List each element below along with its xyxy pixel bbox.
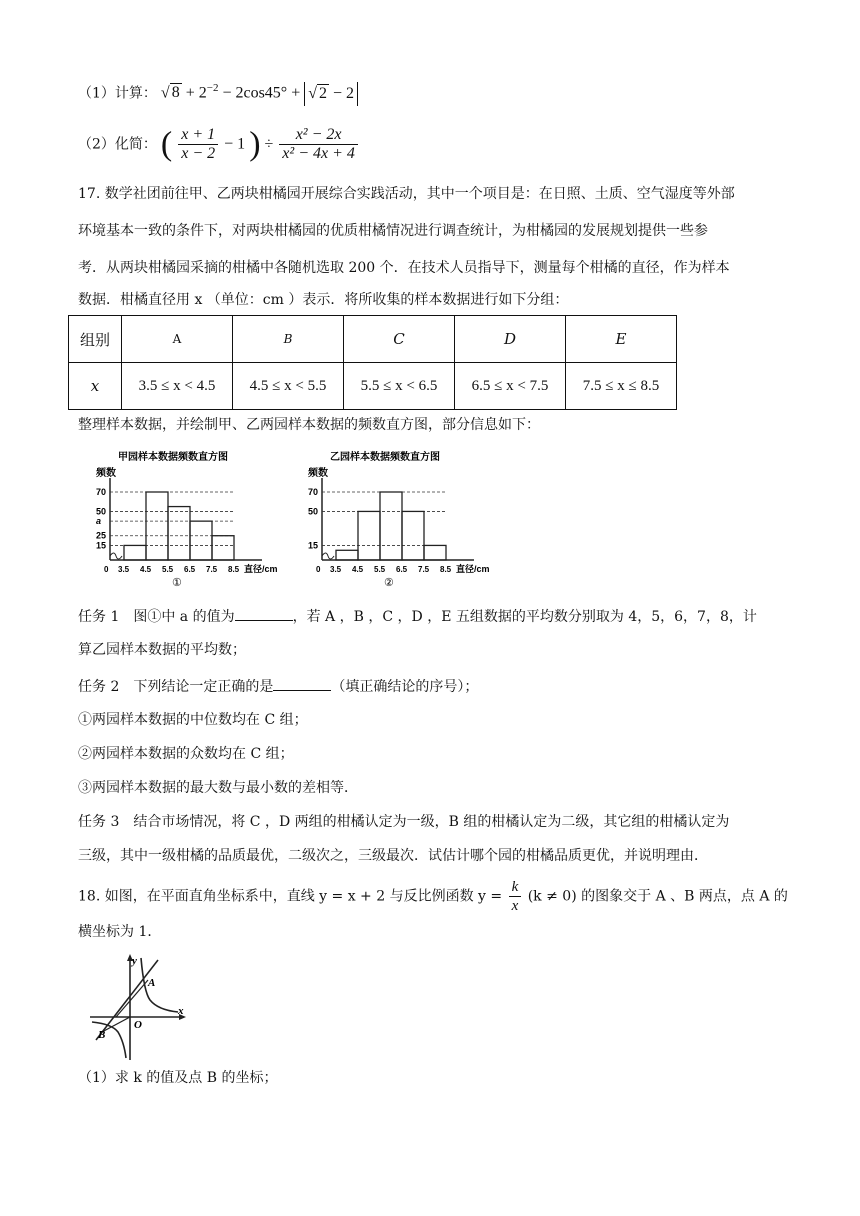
q16-abs-rest: − 2 (329, 84, 355, 102)
y-tick-label: 15 (96, 540, 107, 551)
x-axis-label: 直径/cm (456, 564, 490, 574)
histogram-bar (146, 492, 168, 560)
q16-fraction-1: $\frac{x + 1}{x - 2}$ (178, 126, 218, 163)
q16-exponent: −2 (206, 82, 219, 94)
q16-fraction-2: $\frac{\text{x² − 2x}}{\text{x² − 4x + 4}}$ (279, 126, 358, 163)
histogram-bar (402, 511, 424, 560)
q17-line-1: 17. 数学社团前往甲、乙两块柑橘园开展综合实践活动，其中一个项目是：在日照、土质、空气湿度等外部 (78, 186, 735, 202)
q18-line2: 横坐标为 1． (78, 924, 162, 940)
task2-blank (273, 676, 331, 691)
x-axis-label: 直径/cm (244, 564, 278, 574)
q18-text-b: (k ≠ 0) 的图象交于 A 、B 两点，点 A 的 (527, 888, 788, 905)
task3-line2: 三级，其中一级柑橘的品质最优，二级次之，三级最次．试估计哪个园的柑橘品质更优，并说明理由． (78, 848, 708, 864)
y-tick-label: 15 (308, 540, 319, 551)
x-tick-label: 0 (316, 565, 321, 574)
q16-part1-label: （1）计算： (78, 85, 157, 102)
q17-line-4: 数据．柑橘直径用 x （单位：cm ）表示．将所收集的样本数据进行如下分组： (78, 292, 569, 308)
x-tick-label: 3.5 (118, 565, 130, 574)
q16-abs-value: √ 2 − 2 (304, 82, 358, 106)
x-axis-label: x (178, 1005, 184, 1017)
y-tick-label: 70 (96, 487, 107, 497)
table-cell: A (122, 316, 233, 363)
sqrt-symbol: √ (160, 84, 170, 102)
hyperbola-branch-1 (141, 958, 178, 1012)
point-a-label: A (148, 977, 156, 989)
q16-part2-label: （2）化简： (78, 136, 157, 153)
x-tick-label: 0 (104, 565, 109, 574)
task1-line2: 算乙园样本数据的平均数； (78, 642, 246, 658)
q16-minus-one: − 1 (224, 135, 246, 153)
q16-power-term: + 2 (185, 84, 207, 102)
q16-abs-sqrt: 2 (319, 84, 328, 102)
origin-label: O (134, 1019, 142, 1031)
task1-text-a: 任务 1 图①中 a 的值为 (78, 609, 235, 625)
table-row-header (69, 316, 677, 363)
histogram-bar (212, 536, 234, 560)
table-cell: D (455, 316, 566, 363)
histogram-bar (358, 511, 380, 560)
group-table (68, 315, 677, 410)
table-cell: 6.5 ≤ x < 7.5 (455, 363, 566, 410)
y-tick-label: 50 (96, 506, 107, 517)
q18-text-a: 18. 如图，在平面直角坐标系中，直线 y = x + 2 与反比例函数 y = (78, 888, 503, 905)
statement-3: ③两园样本数据的最大数与最小数的差相等． (78, 780, 358, 796)
table-cell: 3.5 ≤ x < 4.5 (122, 363, 233, 410)
table-row-x (69, 363, 677, 410)
y-axis-label: 频数 (308, 468, 328, 479)
table-cell: x (69, 363, 122, 410)
axis-break (322, 553, 334, 559)
q17-line-3: 考．从两块柑橘园采摘的柑橘中各随机选取 200 个．在技术人员指导下，测量每个柑橘的直径，作为样本 (78, 260, 730, 276)
x-tick-label: 5.5 (374, 565, 386, 574)
x-tick-label: 6.5 (396, 565, 408, 574)
y-axis-label: 频数 (96, 468, 116, 479)
task1-text-b: ，若 A ，B ，C ，D ，E 五组数据的平均数分别取为 4，5，6，7，8，计 (292, 609, 757, 625)
x-tick-label: 4.5 (140, 565, 152, 574)
x-tick-label: 7.5 (418, 565, 430, 574)
histogram-bar (380, 492, 402, 560)
histogram-jia (94, 446, 294, 598)
histogram-bar (124, 545, 146, 560)
x-tick-label: 8.5 (440, 565, 452, 574)
x-tick-label: 5.5 (162, 565, 174, 574)
q16-part1 (78, 78, 358, 106)
chart-caption: ① (172, 577, 182, 589)
q16-part2: （2）化简： ( $\frac{x + 1}{x - 2}$ − 1 ) ÷ $\frac{\text{x² − 2x}}{\text{x² − 4x + 4}}$ (78, 126, 360, 163)
q18-fraction: $\frac{k}{x}$ (509, 878, 522, 915)
line-y-x-plus-2 (96, 960, 158, 1040)
x-tick-label: 4.5 (352, 565, 364, 574)
table-cell: C (344, 316, 455, 363)
q18-line1 (78, 878, 788, 914)
y-tick-label: 25 (96, 530, 107, 541)
task2-text-b: （填正确结论的序号）； (331, 679, 479, 695)
y-tick-label: 70 (308, 487, 319, 497)
statement-2: ②两园样本数据的众数均在 C 组； (78, 746, 294, 762)
task2-line (78, 676, 478, 697)
histogram-bar (336, 550, 358, 560)
q16-cos-term: − 2cos45° + (222, 84, 301, 102)
histogram-bar (424, 545, 446, 560)
chart-title: 乙园样本数据频数直方图 (330, 452, 440, 463)
histogram-bar (190, 521, 212, 560)
y-axis-label: y (132, 955, 137, 967)
q16-sqrt-value: 8 (171, 84, 180, 102)
x-tick-label: 7.5 (206, 565, 218, 574)
chart-caption: ② (384, 577, 394, 589)
statement-1: ①两园样本数据的中位数均在 C 组； (78, 712, 308, 728)
point-b-label: B (98, 1029, 106, 1041)
table-cell: 组别 (69, 316, 122, 363)
task2-text-a: 任务 2 下列结论一定正确的是 (78, 679, 274, 695)
table-cell: 5.5 ≤ x < 6.5 (344, 363, 455, 410)
histogram-bar (168, 507, 190, 560)
q17-line-2: 环境基本一致的条件下，对两块柑橘园的优质柑橘情况进行调查统计，为柑橘园的发展规划提供一些参 (78, 223, 708, 239)
histogram-yi (306, 446, 516, 598)
task3-line1: 任务 3 结合市场情况，将 C ，D 两组的柑橘认定为一级，B 组的柑橘认定为二级，其它组的柑橘认定为 (78, 814, 730, 830)
axis-break (110, 553, 122, 559)
task1-blank (235, 606, 293, 621)
task1-line1 (78, 606, 757, 627)
table-cell: 7.5 ≤ x ≤ 8.5 (566, 363, 677, 410)
q18-part1: （1）求 k 的值及点 B 的坐标； (78, 1070, 278, 1086)
segment-oa (116, 980, 148, 1017)
table-cell: B (233, 316, 344, 363)
x-tick-label: 8.5 (228, 565, 240, 574)
table-cell: 4.5 ≤ x < 5.5 (233, 363, 344, 410)
q16-divide: ÷ (264, 135, 278, 153)
table-cell: E (566, 316, 677, 363)
q18-figure (88, 952, 188, 1062)
x-tick-label: 6.5 (184, 565, 196, 574)
chart-title: 甲园样本数据频数直方图 (118, 452, 228, 463)
y-tick-label: 50 (308, 506, 319, 517)
q17-after-table: 整理样本数据，并绘制甲、乙两园样本数据的频数直方图，部分信息如下： (78, 417, 540, 433)
y-tick-label: a (96, 516, 102, 527)
x-tick-label: 3.5 (330, 565, 342, 574)
